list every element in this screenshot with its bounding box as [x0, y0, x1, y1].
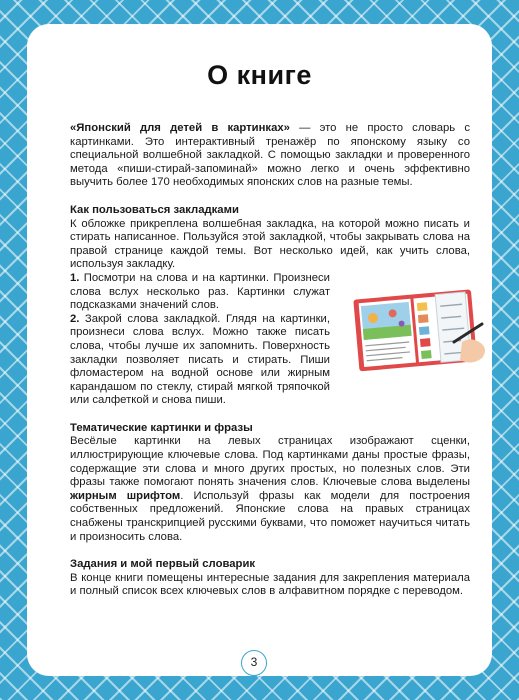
steps-block [70, 272, 470, 408]
word-picture-icon [421, 350, 432, 359]
bookmark-text: К обложке прикреплена волшебная закладка, на которой можно писать и стирать написанное. Пользуйся этой закладкой, чтобы закрывать слова на правой странице каждой темы. Вот несколько идей, как учить слова, используя закладку. [70, 217, 470, 271]
step-1 [70, 272, 330, 313]
themes-bold-phrase: жирным шрифтом [70, 489, 181, 502]
themes-text-after: . Используй фразы как модели для построения собственных предложений. Японские слова на правых страницах снабжены транскрипцией русскими буквами, что поможет научиться читать и произносить слова. [70, 489, 470, 543]
intro-paragraph [70, 122, 470, 190]
bookmark-heading: Как пользоваться закладками [70, 203, 239, 216]
tasks-heading: Задания и мой первый словарик [70, 558, 256, 571]
page-content [70, 122, 470, 599]
tasks-text: В конце книги помещены интересные задания для закрепления материала и полный список всех ключевых слов в алфавитном порядке с переводом. [70, 571, 470, 598]
step-2 [70, 313, 330, 408]
book-title: «Японский для детей в картинках» [70, 122, 290, 134]
step-2-text: Закрой слова закладкой. Глядя на картинки, произнеси слова вслух. Можно также писать слова, чтобы лучше их запомнить. Поверхность закладки позволяет писать и стирать. Пиши фломастером на водной основе или жирным карандашом по стеклу, стирай мягкой тряпочкой или салфеткой и снова пиши. [70, 312, 330, 407]
themes-heading: Тематические картинки и фразы [70, 421, 253, 434]
step-2-number: 2. [70, 312, 80, 325]
word-picture-icon [417, 302, 428, 311]
step-1-number: 1. [70, 271, 80, 284]
step-1-text: Посмотри на слова и на картинки. Произнеси слова вслух несколько раз. Картинки служат подсказками значений слов. [70, 271, 330, 312]
themes-text [70, 435, 470, 544]
page-title: О книге [207, 60, 312, 90]
word-picture-icon [418, 314, 429, 323]
word-picture-icon [419, 326, 430, 335]
steps-list [70, 272, 330, 408]
hand-icon [460, 339, 485, 362]
themes-text-before: Весёлые картинки на левых страницах изображают сценки, иллюстрирующие ключевые слова. Под картинками даны простые фразы, содержащие эти слова и много других простых, но полезных слов. Эти фразы также помогают понять значения слов. Ключевые слова выделены [70, 435, 470, 489]
page-card [27, 24, 492, 676]
page-number-badge: 3 [241, 650, 267, 676]
book-bookmark-illustration [350, 284, 490, 372]
word-picture-icon [420, 338, 431, 347]
intro-text: — это не просто словарь с картинками. Это интерактивный тренажёр по японскому языку со специальной волшебной закладкой. С помощью закладки и проверенного метода «пиши-стирай-запоминай» можно легко и очень эффективно выучить более 170 необходимых японских слов на разные темы. [70, 122, 470, 189]
